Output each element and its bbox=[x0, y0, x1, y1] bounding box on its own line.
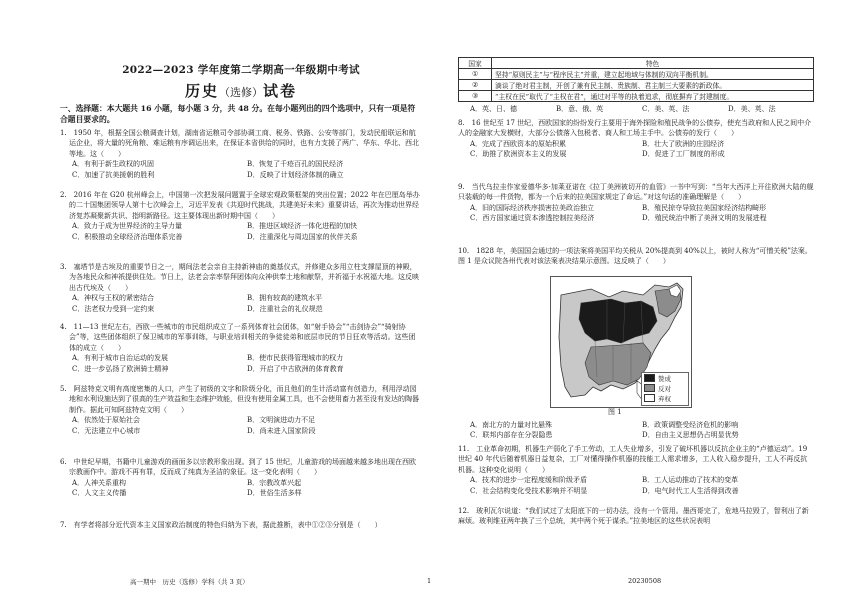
option-a: A．有利于城市自治运动的发展 bbox=[72, 354, 169, 363]
table-row bbox=[459, 91, 814, 102]
option-c: C．联邦内部存在分裂隐患 bbox=[470, 431, 553, 440]
option-c: C．人文主义传播 bbox=[72, 489, 127, 498]
legend-swatch bbox=[644, 394, 655, 402]
subject-name: 历史 bbox=[184, 82, 219, 100]
option-c: C．助推了欧洲资本主义的发展 bbox=[470, 150, 567, 159]
subject-paren: （选修） bbox=[219, 86, 263, 99]
option-d: D．开启了中古欧洲的体育教育 bbox=[247, 364, 344, 373]
option-d: D．电气时代工人生活得到改善 bbox=[642, 486, 739, 495]
question-stem: 2. 2016 年在 G20 杭州峰会上，中国第一次把发展问题置于全球宏观政策框架的突出位置；2022 年在巴厘岛举办的二十国集团领导人第十七次峰会上，习近平发表《共迎时代挑战，共建美好未来》重要讲话，再次为推动世界经济复苏凝聚新共识、指明新路径。这主要体现出新时期中国（ ） bbox=[60, 191, 420, 220]
legend-swatch bbox=[644, 384, 655, 392]
option-a: A．神权与王权的紧密结合 bbox=[72, 294, 155, 303]
option-b: B．使市民获得管理城市的权力 bbox=[247, 354, 344, 363]
option-d: D．自由主义思想仍占明显优势 bbox=[642, 431, 739, 440]
option-c: C．社会结构变化受技术影响并不明显 bbox=[470, 486, 588, 495]
option-d: D．促进了工厂制度的形成 bbox=[642, 150, 725, 159]
question-stem: 9. 当代乌拉圭作家爱德华多·加莱亚诺在《拉丁美洲被切开的血管》一书中写到：“当年大西洋上开往欧洲大陆的舰只装载的每一件货物，都为一个后来的拉美国家规定了命运。”对这句话的准确理解是（ ） bbox=[458, 183, 814, 202]
question-stem: 8. 16 世纪至 17 世纪，西欧国家的纷纷发行主要用于海外探险和殖民战争的公债券，使充当政府和人民之间中介人的金融家大发横财，大部分公债落入包税者、商人和工场主手中。公债券的发行（ ） bbox=[458, 119, 812, 138]
question-5 bbox=[60, 384, 422, 436]
question-4 bbox=[60, 322, 422, 374]
legend-item bbox=[642, 383, 688, 393]
table-cell: 坚持“原则民主”与“程序民主”并重，建立起地域与体制的双向平衡机制。 bbox=[492, 69, 814, 80]
question-stem: 1. 1950 年，根据全国公粮调查计划，湖南省运粮司令部协调工商、税务、铁路、公安等部门，发动民船联运和航运企业，将大量的死角粮、难运粮有序调运出来，在保证本省供给的同时，也有力支援了两广、华东、华北、西北等地。这（ ） bbox=[60, 129, 419, 158]
option-a: A．旧的国际经济秩序损害拉美政治独立 bbox=[470, 203, 595, 212]
instructions: 一、选择题：本大题共 16 小题，每小题 3 分，共 48 分。在每小题列出的四个选项中，只有一项是符合题目要求的。 bbox=[60, 104, 416, 124]
legend-label: 赞成 bbox=[658, 374, 671, 383]
option-d: D．美、英、法 bbox=[728, 105, 776, 113]
country-features-table bbox=[458, 57, 814, 102]
option-b: B．恢复了千疮百孔的国民经济 bbox=[247, 160, 344, 169]
option-b: B．殖民掠夺导致拉美国家经济结构畸形 bbox=[642, 203, 767, 212]
legend-item bbox=[642, 393, 688, 403]
option-b: B．意、俄、英 bbox=[556, 105, 604, 113]
exam-title: 2022—2023 学年度第二学期高一年级期中考试 bbox=[122, 64, 360, 76]
table-cell: ② bbox=[459, 80, 492, 91]
option-d: D．反映了计划经济体制的确立 bbox=[247, 170, 344, 179]
option-c: C．无法建立中心城市 bbox=[72, 426, 141, 435]
question-10-options bbox=[458, 420, 814, 441]
option-a: A．完成了西欧资本的原始积累 bbox=[470, 139, 567, 148]
table-row bbox=[459, 69, 814, 80]
question-10 bbox=[458, 246, 814, 267]
option-a: A．人神关系重构 bbox=[72, 478, 127, 487]
option-d: D．尚未进入国家阶段 bbox=[247, 426, 316, 435]
question-stem: 12. 玻利瓦尔说道：“我们试过了太阳底下的一切办法，没有一个管用。墨西哥完了，危地马拉毁了，智利出了新麻烦。玻利维亚两年换了三个总统，其中两个死于谋杀。”拉美地区的这些状况表明 bbox=[458, 507, 809, 526]
option-b: B．政策调整受经济危机的影响 bbox=[642, 421, 739, 429]
paper-label: 试卷 bbox=[263, 82, 298, 100]
question-3 bbox=[60, 262, 422, 314]
question-stem: 11. 工业革命初期，机器生产弱化了手工劳动，工人失业增多，引发了破坏机器以反抗企业主的“卢德运动”。19 世纪 40 年代后随着机器日益复杂，工厂对懂得操作机器的技能工人需求增多，工人收入稳步提升，工人不再反抗机器。这种变化说明（ ） bbox=[458, 445, 808, 474]
page-number: 1 bbox=[427, 577, 432, 585]
option-c: C．西方国家通过资本渗透控制拉美经济 bbox=[470, 214, 595, 223]
option-d: D．注重深化与周边国家的伙伴关系 bbox=[247, 232, 358, 241]
table-header-row bbox=[459, 58, 814, 69]
option-a: A．致力于成为世界经济的主导力量 bbox=[72, 222, 183, 231]
question-stem: 4. 11—13 世纪左右，西欧一些城市的市民组织成立了一系列体育社会团体，如“射手协会”“击剑协会”“骑射协会”等，这些团体组织了保卫城市的军事训练，与职业培训相关的争徒徒弟和底层市民的节日狂欢等活动。这些团体的成立（ ） bbox=[60, 323, 416, 352]
question-6 bbox=[60, 457, 422, 499]
question-2 bbox=[60, 190, 422, 242]
table-row bbox=[459, 80, 814, 91]
table-header: 特色 bbox=[492, 58, 814, 69]
legend-swatch bbox=[644, 374, 655, 382]
question-8 bbox=[458, 118, 814, 160]
question-stem: 10. 1828 年，美国国会通过的一项法案将美国平均关税从 20%提高到 40%以上，被时人称为“可憎关税”法案。图 1 是众议院各州代表对该法案表决结果示意图。这反映了（ ） bbox=[458, 247, 812, 266]
option-c: C．美、英、法 bbox=[642, 105, 690, 113]
option-c: C．积极推动全球经济治理体系完善 bbox=[72, 232, 183, 241]
legend-label: 弃权 bbox=[658, 394, 671, 403]
option-c: C．法老权力受到一定约束 bbox=[72, 304, 155, 313]
option-d: D．世俗生活多样 bbox=[247, 489, 302, 498]
table-cell: “主权在民”取代了“主权在君”，通过对平等的执着追求，彻底摒弃了封建制度。 bbox=[492, 91, 814, 102]
question-stem: 7. 有学者将部分近代资本主义国家政治制度的特色归纳为下表，据此推断，表中①②③分别是（ ） bbox=[60, 521, 382, 529]
option-b: B．壮大了欧洲的庄园经济 bbox=[642, 139, 725, 148]
option-d: D．注重社会的礼仪规范 bbox=[247, 304, 323, 313]
table-cell: ③ bbox=[459, 91, 492, 102]
map-legend bbox=[641, 372, 689, 406]
question-9 bbox=[458, 182, 814, 224]
table-header: 国家 bbox=[459, 58, 492, 69]
option-c: C．进一步弘扬了欧洲骑士精神 bbox=[72, 364, 169, 373]
option-b: B．拥有较高的建筑水平 bbox=[247, 294, 323, 303]
option-a: A．南北方的力量对比悬殊 bbox=[470, 421, 553, 429]
question-stem: 5. 阿兹特克文明有高度密集的人口，产生了初级的文字和阶级分化，而且他们的生计活动富有创造力，利用浮动园地和水利设施达到了很高的生产效益和生态维护效能，但没有使用金属工具，也不会使用畜力甚至没有发达的陶器制作。据此可知阿兹特克文明（ ） bbox=[60, 385, 419, 414]
footer-subject: 高一期中 历史（选修）学科（共 3 页） bbox=[130, 578, 249, 586]
table-cell: 滴谈了绝对君主制，开创了兼有民主制、贵族制、君主制三大要素的新政体。 bbox=[492, 80, 814, 91]
option-d: D．殖民统治中断了美洲文明的发展进程 bbox=[642, 214, 767, 223]
option-c: C．加速了抗美援朝的胜利 bbox=[72, 170, 155, 179]
figure-caption: 图 1 bbox=[608, 408, 622, 416]
question-1 bbox=[60, 128, 422, 180]
option-a: A．有利于新生政权的巩固 bbox=[72, 160, 155, 169]
option-b: B．宗教改革兴起 bbox=[247, 478, 302, 487]
question-stem: 6. 中世纪早期，书籍中儿童游戏的画面多以宗教形象出现。到了 15 世纪，儿童游戏的场面越来越多地出现在西欧宗教画作中。游戏不再有罪，反而成了纯真为圣洁的象征。这一变化表明（ ） bbox=[60, 458, 417, 477]
table-cell: ① bbox=[459, 69, 492, 80]
subject-title bbox=[60, 80, 422, 101]
question-7 bbox=[60, 520, 422, 530]
exam-code: 20230508 bbox=[628, 577, 662, 585]
legend-item bbox=[642, 373, 688, 383]
question-7-options bbox=[458, 104, 814, 114]
option-a: A．英、日、德 bbox=[470, 105, 518, 113]
option-b: B．工人运动推动了技术的变革 bbox=[642, 476, 739, 485]
option-b: B．文明演进动力不足 bbox=[247, 416, 316, 425]
question-stem: 3. 塞塔节是古埃及的重要节日之一，期间法老会亲自主持新神庙的奠基仪式，并修建众多用立柱支撑屋顶的神殿，为各地民众和神祇提供住处。节日上，法老会亲率祭拜团体向众神供奉土地和献祭，并祈福于水祝福大地。这反映出古代埃及（ ） bbox=[60, 263, 419, 292]
legend-label: 反对 bbox=[658, 384, 671, 393]
question-12 bbox=[458, 506, 814, 527]
option-b: B．推进区域经济一体化进程的加快 bbox=[247, 222, 358, 231]
question-11 bbox=[458, 444, 814, 496]
option-a: A．依然处于原始社会 bbox=[72, 416, 141, 425]
option-a: A．技术的进步一定程度缓和阶级矛盾 bbox=[470, 476, 588, 485]
